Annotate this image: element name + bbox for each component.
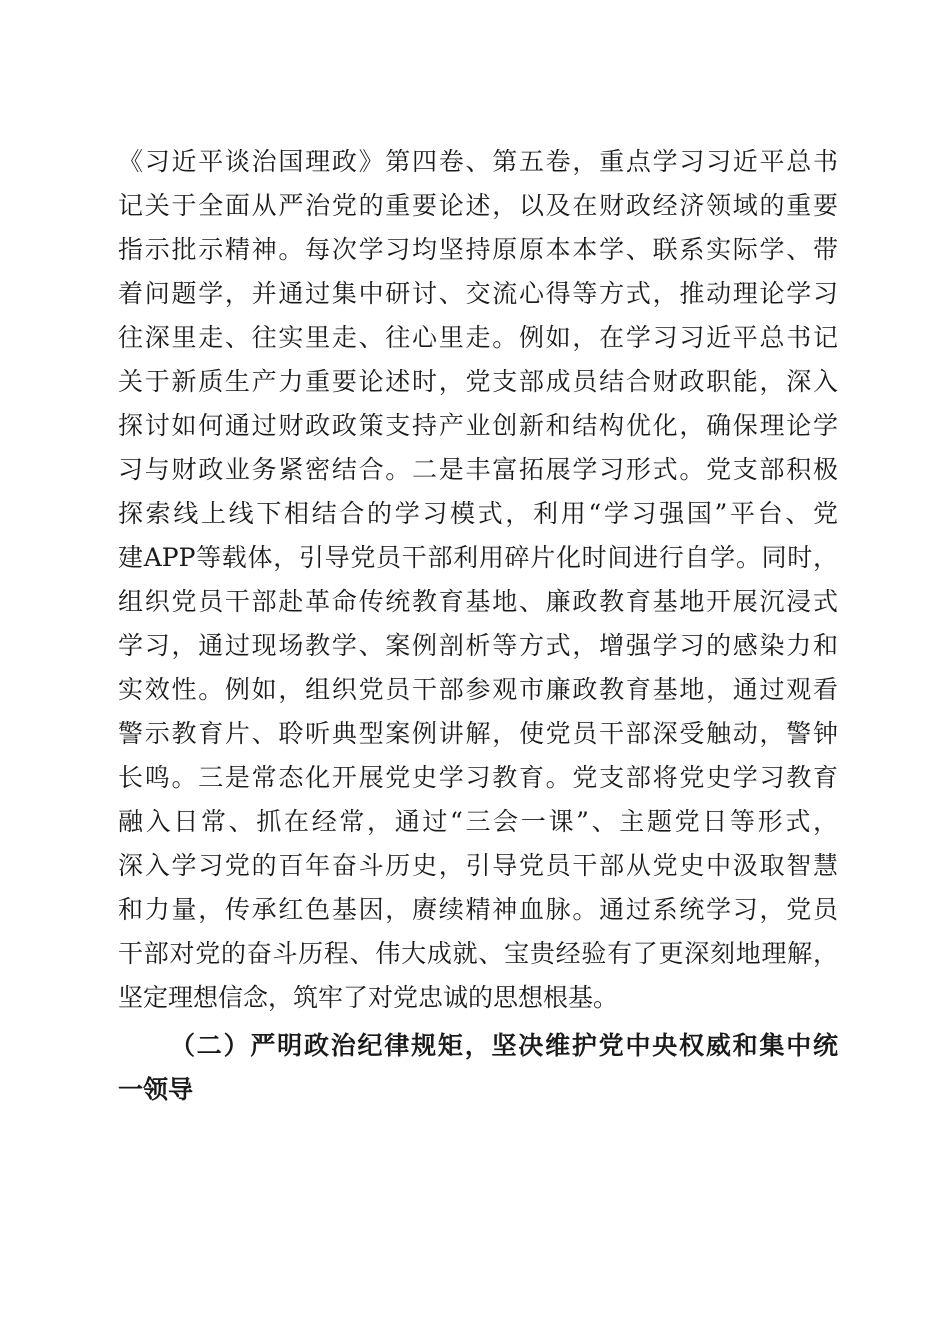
paragraph-line: 着问题学，并通过集中研讨、交流心得等方式，推动理论学习 [118,279,838,308]
paragraph-line: 组织党员干部赴革命传统教育基地、廉政教育基地开展沉浸式 [118,587,838,616]
paragraph-line: 习与财政业务紧密结合。二是丰富拓展学习形式。党支部积极 [118,455,838,484]
paragraph-line: 深入学习党的百年奋斗历史，引导党员干部从党史中汲取智慧 [118,851,838,880]
paragraph-line: 《习近平谈治国理政》第四卷、第五卷，重点学习习近平总书 [118,147,838,176]
paragraph-line: 关于新质生产力重要论述时，党支部成员结合财政职能，深入 [118,367,838,396]
paragraph-line: 记关于全面从严治党的重要论述，以及在财政经济领域的重要 [118,191,838,220]
paragraph-line: 坚定理想信念，筑牢了对党忠诚的思想根基。 [118,983,619,1012]
paragraph-line: 干部对党的奋斗历程、伟大成就、宝贵经验有了更深刻地理解， [118,939,838,968]
paragraph-line: 实效性。例如，组织党员干部参观市廉政教育基地，通过观看 [118,675,838,704]
paragraph-line: 长鸣。三是常态化开展党史学习教育。党支部将党史学习教育 [118,763,838,792]
paragraph-line: 建APP等载体，引导党员干部利用碎片化时间进行自学。同时， [118,543,838,572]
paragraph-line: 学习，通过现场教学、案例剖析等方式，增强学习的感染力和 [118,631,838,660]
paragraph-line: 往深里走、往实里走、往心里走。例如，在学习习近平总书记 [118,323,838,352]
paragraph-line: 警示教育片、聆听典型案例讲解，使党员干部深受触动，警钟 [118,719,838,748]
paragraph-line: 探讨如何通过财政政策支持产业创新和结构优化，确保理论学 [118,411,838,440]
paragraph-line: 指示批示精神。每次学习均坚持原原本本学、联系实际学、带 [118,235,838,264]
section-heading-continuation: 一领导 [118,1075,194,1104]
section-heading: （二）严明政治纪律规矩，坚决维护党中央权威和集中统 [170,1031,838,1060]
paragraph-line: 和力量，传承红色基因，赓续精神血脉。通过系统学习，党员 [118,895,838,924]
paragraph-line: 探索线上线下相结合的学习模式，利用“学习强国”平台、党 [118,499,838,528]
paragraph-line: 融入日常、抓在经常，通过“三会一课”、主题党日等形式， [118,807,838,836]
